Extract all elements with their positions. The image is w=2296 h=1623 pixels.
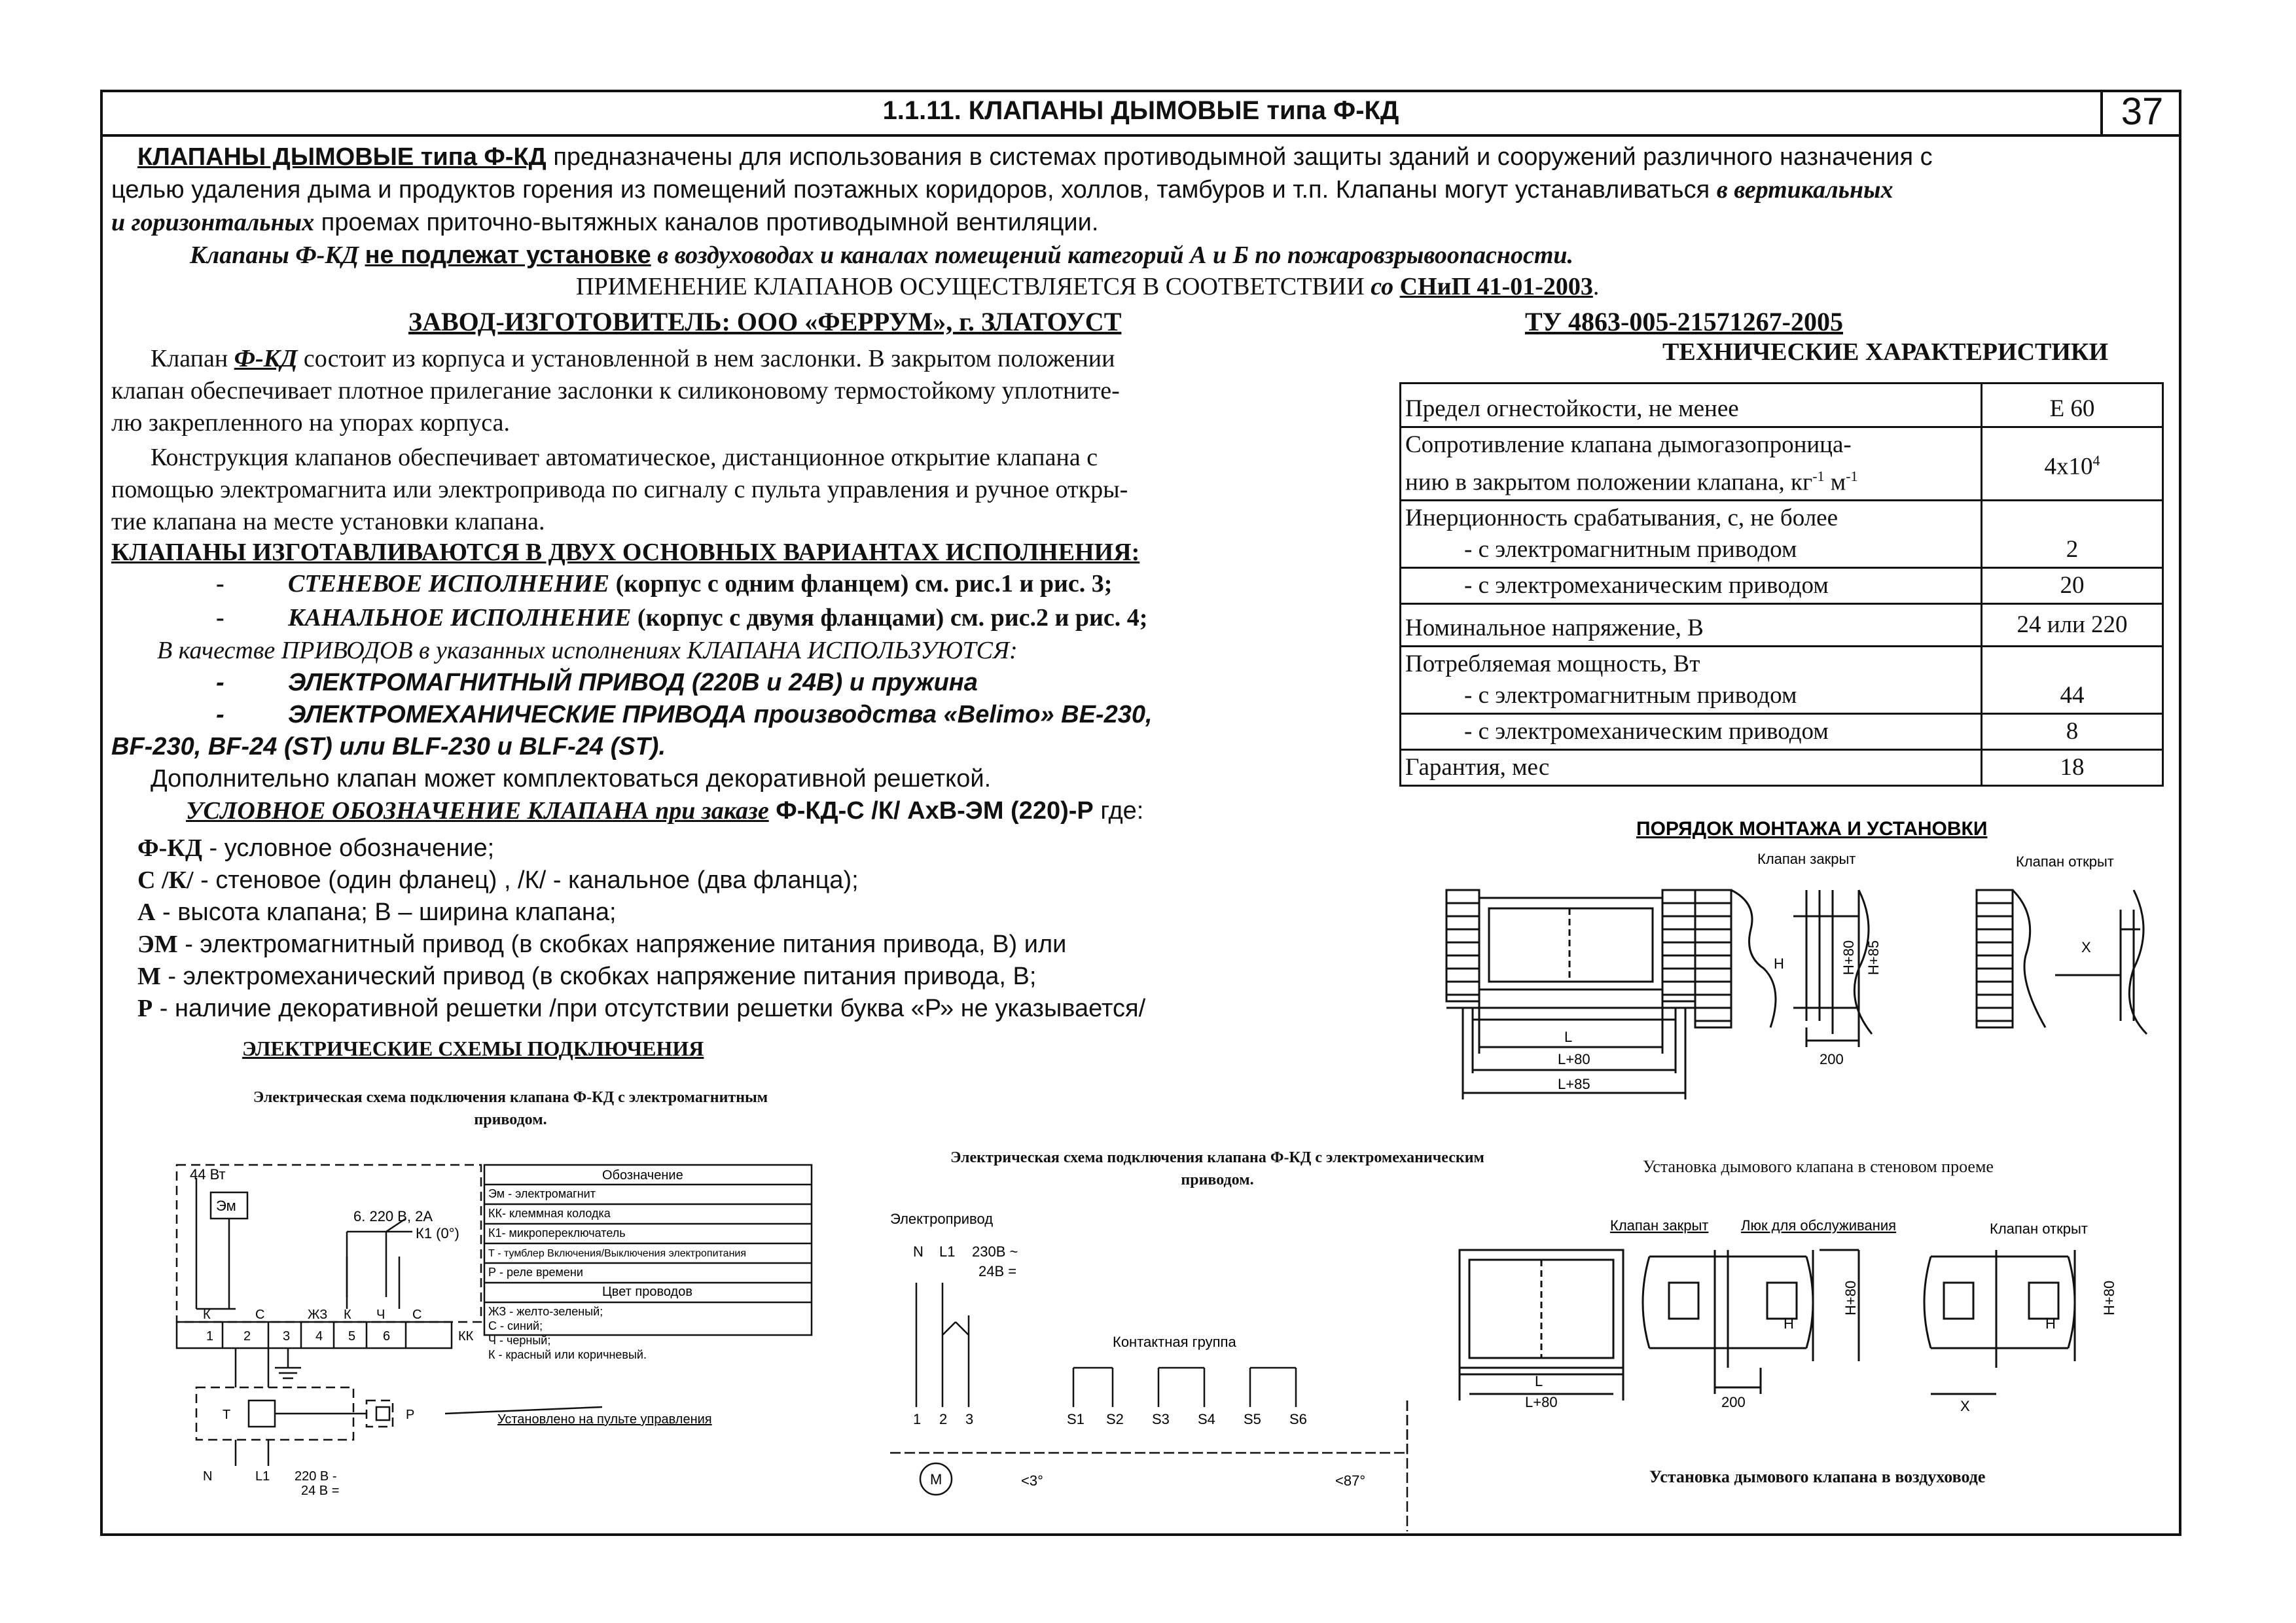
svg-text:44 Вт: 44 Вт xyxy=(190,1166,226,1183)
table-row: Гарантия, мес 18 xyxy=(1401,750,2163,786)
svg-text:Клапан открыт: Клапан открыт xyxy=(2016,853,2114,870)
svg-text:К - красный или коричневый.: К - красный или коричневый. xyxy=(488,1348,647,1361)
svg-text:L: L xyxy=(1535,1373,1543,1389)
svg-text:Цвет проводов: Цвет проводов xyxy=(602,1285,692,1299)
svg-text:N: N xyxy=(203,1469,213,1484)
svg-text:L+80: L+80 xyxy=(1558,1051,1590,1067)
mech-scheme-diagram xyxy=(884,1204,1420,1531)
svg-text:H+80: H+80 xyxy=(2101,1280,2117,1315)
svg-text:Электропривод: Электропривод xyxy=(890,1211,994,1227)
svg-text:К: К xyxy=(203,1308,211,1322)
svg-text:S3: S3 xyxy=(1152,1411,1170,1427)
svg-text:2: 2 xyxy=(939,1411,948,1427)
svg-text:4: 4 xyxy=(315,1329,323,1344)
svg-text:S5: S5 xyxy=(1244,1411,1261,1427)
table-row: Предел огнестойкости, не менее Е 60 xyxy=(1401,383,2163,427)
em-scheme-title: Электрическая схема подключения клапана Ф-КД с электромагнитным приводом. xyxy=(253,1089,768,1128)
svg-text:ЖЗ - желто-зеленый;: ЖЗ - желто-зеленый; xyxy=(488,1305,603,1318)
svg-text:24В =: 24В = xyxy=(978,1263,1017,1279)
intro-line-3: и горизонтальных проемах приточно-вытяжных каналов противодымной вентиляции. xyxy=(111,209,1099,236)
svg-text:Ч - черный;: Ч - черный; xyxy=(488,1334,551,1347)
specs-heading: ТЕХНИЧЕСКИЕ ХАРАКТЕРИСТИКИ xyxy=(1662,338,2109,366)
svg-text:6: 6 xyxy=(383,1329,391,1344)
svg-text:С: С xyxy=(255,1308,265,1322)
svg-text:Клапан закрыт: Клапан закрыт xyxy=(1610,1217,1709,1234)
table-row: Номинальное напряжение, В 24 или 220 xyxy=(1401,604,2163,647)
svg-text:H: H xyxy=(1784,1315,1794,1332)
svg-text:Т - тумблер Включения/Выключен: Т - тумблер Включения/Выключения электропитания xyxy=(488,1248,747,1259)
svg-text:L: L xyxy=(1564,1029,1573,1045)
legend-item: ЭМ - электромагнитный привод (в скобках напряжение питания привода, В) или xyxy=(137,931,1067,958)
svg-text:Р: Р xyxy=(406,1408,415,1422)
svg-text:H+85: H+85 xyxy=(1865,940,1882,975)
svg-text:S1: S1 xyxy=(1067,1411,1085,1427)
table-row: Инерционность срабатывания, с, не более - с электромагнитным приводом 2 xyxy=(1401,501,2163,568)
page-number: 37 xyxy=(2100,90,2181,134)
svg-text:H+80: H+80 xyxy=(1842,1280,1859,1315)
legend-item: А - высота клапана; В – ширина клапана; xyxy=(137,899,617,926)
intro-lead: КЛАПАНЫ ДЫМОВЫЕ типа Ф-КД xyxy=(137,143,547,171)
table-row: - с электромеханическим приводом 8 xyxy=(1401,714,2163,750)
svg-text:L1: L1 xyxy=(255,1469,270,1484)
svg-text:Эм: Эм xyxy=(216,1198,236,1214)
svg-text:S6: S6 xyxy=(1289,1411,1307,1427)
svg-text:Люк для обслуживания: Люк для обслуживания xyxy=(1741,1217,1897,1234)
svg-text:H: H xyxy=(1774,955,1784,972)
intro-line-1: КЛАПАНЫ ДЫМОВЫЕ типа Ф-КД предназначены для использования в системах противодымной защиты зданий и сооружений различного назначения с xyxy=(137,143,1933,171)
order-code: Ф-КД-С /К/ АхВ-ЭМ (220)-Р xyxy=(768,797,1094,825)
mech-scheme-title: Электрическая схема подключения клапана Ф-КД с электромеханическим приводом. xyxy=(950,1149,1484,1188)
svg-text:2: 2 xyxy=(243,1329,251,1344)
svg-text:Обозначение: Обозначение xyxy=(602,1168,683,1183)
table-row: Потребляемая мощность, Вт - с электромагнитным приводом 44 xyxy=(1401,647,2163,714)
svg-text:ЖЗ: ЖЗ xyxy=(308,1308,328,1322)
svg-text:Т: Т xyxy=(223,1408,231,1422)
svg-text:С - синий;: С - синий; xyxy=(488,1319,543,1332)
svg-text:X: X xyxy=(2081,939,2091,955)
svg-text:Клапан закрыт: Клапан закрыт xyxy=(1757,851,1856,867)
svg-text:S4: S4 xyxy=(1198,1411,1215,1427)
svg-text:К: К xyxy=(344,1308,351,1322)
svg-text:200: 200 xyxy=(1820,1051,1844,1067)
manufacturer: ЗАВОД-ИЗГОТОВИТЕЛЬ: ООО «ФЕРРУМ», г. ЗЛАТОУСТ xyxy=(408,307,1122,336)
svg-text:КК: КК xyxy=(458,1329,474,1344)
table-row: Сопротивление клапана дымогазопроница- нию в закрытом положении клапана, $кг^{-1}$ $м^{-1}$ $4х10^4$ xyxy=(1401,427,2163,501)
designation-legend xyxy=(137,832,1381,1025)
variants-heading: КЛАПАНЫ ИЗГОТАВЛИВАЮТСЯ В ДВУХ ОСНОВНЫХ ВАРИАНТАХ ИСПОЛНЕНИЯ: xyxy=(111,539,1140,566)
svg-text:6. 220 В, 2А: 6. 220 В, 2А xyxy=(353,1208,433,1224)
installation-heading: ПОРЯДОК МОНТАЖА И УСТАНОВКИ xyxy=(1636,818,1988,840)
svg-text:5: 5 xyxy=(348,1329,356,1344)
svg-text:С: С xyxy=(412,1308,422,1322)
installation-duct-drawing xyxy=(1453,1211,2173,1466)
norm-line: ПРИМЕНЕНИЕ КЛАПАНОВ ОСУЩЕСТВЛЯЕТСЯ В СООТВЕТСТВИИ со СНиП 41-01-2003. xyxy=(576,273,1600,300)
svg-text:N: N xyxy=(913,1243,924,1260)
svg-text:X: X xyxy=(1960,1398,1970,1414)
wall-section-open xyxy=(1977,890,2147,1034)
specs-table xyxy=(1399,382,2164,787)
warning-line: Клапаны Ф-КД не подлежат установке в воздуховодах и каналах помещений категорий А и Б по пожаровзрывоопасности. xyxy=(190,241,1574,269)
svg-text:Эм - электромагнит: Эм - электромагнит xyxy=(488,1187,596,1200)
tu-number: ТУ 4863-005-21571267-2005 xyxy=(1525,307,1843,336)
svg-text:H: H xyxy=(2045,1315,2056,1332)
table-row: - с электромеханическим приводом 20 xyxy=(1401,568,2163,604)
svg-text:L+80: L+80 xyxy=(1525,1394,1558,1410)
legend-item: М - электромеханический привод (в скобках напряжение питания привода, В; xyxy=(137,963,1037,990)
duct-install-caption: Установка дымового клапана в воздуховоде xyxy=(1649,1467,1986,1486)
legend-item: Ф-КД - условное обозначение; xyxy=(137,834,495,862)
svg-text:1: 1 xyxy=(206,1329,214,1344)
svg-text:Р - реле времени: Р - реле времени xyxy=(488,1266,583,1279)
svg-text:<87°: <87° xyxy=(1335,1472,1366,1489)
svg-text:230В ~: 230В ~ xyxy=(972,1243,1018,1260)
svg-text:S2: S2 xyxy=(1106,1411,1124,1427)
svg-text:M: M xyxy=(930,1471,942,1488)
wall-install-caption: Установка дымового клапана в стеновом проеме xyxy=(1643,1157,1994,1176)
description: Клапан Ф-КД состоит из корпуса и установленной в нем заслонки. В закрытом положении клапан обеспечивает плотное прилегание заслонки к силиконовому термостойкому уплотните- лю закрепленного на упорах корпуса. Конструкция клапанов обеспечивает автоматическое, дистанционное открытие клапана с помощью электромагнита или электропривода по сигналу с пульта управления и ручное откры- тие клапана на месте установки клапана. КЛАПАНЫ ИЗГОТАВЛИВАЮТСЯ В ДВУХ ОСНОВНЫХ ВАРИАНТАХ ИСПОЛНЕНИЯ: - СТЕНЕВОЕ ИСПОЛНЕНИЕ (корпус с одним фланцем) см. рис.1 и рис. 3; - КАНАЛЬНОЕ ИСПОЛНЕНИЕ (корпус с двумя фланцами) см. рис.2 и рис. 4; В качестве ПРИВОДОВ в указанных исполнениях КЛАПАНА ИСПОЛЬЗУЮТСЯ: - ЭЛЕКТРОМАГНИТНЫЙ ПРИВОД (220В и 24В) и пружина - ЭЛЕКТРОМЕХАНИЧЕСКИЕ ПРИВОДА производства «Belimo» BE-230, BF-230, BF-24 (ST) или BLF-230 и BLF-24 (ST). Дополнительно клапан может комплектоваться декоративной решеткой. УСЛОВНОЕ ОБОЗНАЧЕНИЕ КЛАПАНА при заказе Ф-КД-С /К/ АхВ-ЭМ (220)-Р где: xyxy=(111,343,1394,827)
svg-text:3: 3 xyxy=(965,1411,974,1427)
svg-text:H+80: H+80 xyxy=(1840,940,1857,975)
drives-heading: В качестве ПРИВОДОВ в указанных исполнениях КЛАПАНА ИСПОЛЬЗУЮТСЯ: xyxy=(157,637,1018,664)
svg-text:L1: L1 xyxy=(939,1243,956,1260)
svg-text:<3°: <3° xyxy=(1021,1472,1043,1489)
title-bar xyxy=(100,90,2181,137)
svg-text:К1 (0°): К1 (0°) xyxy=(416,1225,459,1241)
legend-item: С /К/ - стеновое (один фланец) , /К/ - канальное (два фланца); xyxy=(137,866,859,894)
svg-text:220 В -: 220 В - xyxy=(295,1469,337,1484)
svg-text:1: 1 xyxy=(913,1411,922,1427)
svg-text:Клапан открыт: Клапан открыт xyxy=(1990,1221,2088,1237)
svg-text:Установлено на пульте управлен: Установлено на пульте управления xyxy=(497,1412,712,1427)
svg-text:К1- микропереключатель: К1- микропереключатель xyxy=(488,1226,626,1240)
svg-text:200: 200 xyxy=(1721,1394,1746,1410)
installation-wall-drawing xyxy=(1401,812,2186,1139)
page-title: 1.1.11. КЛАПАНЫ ДЫМОВЫЕ типа Ф-КД xyxy=(882,96,1399,125)
svg-text:24 В =: 24 В = xyxy=(301,1484,340,1498)
wall-front-view xyxy=(1446,890,1695,1099)
svg-text:L+85: L+85 xyxy=(1558,1076,1590,1092)
svg-text:КК- клеммная колодка: КК- клеммная колодка xyxy=(488,1207,611,1220)
svg-text:Контактная группа: Контактная группа xyxy=(1113,1334,1236,1350)
svg-text:3: 3 xyxy=(283,1329,291,1344)
schemes-heading: ЭЛЕКТРИЧЕСКИЕ СХЕМЫ ПОДКЛЮЧЕНИЯ xyxy=(242,1037,704,1060)
em-scheme-diagram xyxy=(170,1158,831,1499)
svg-text:Ч: Ч xyxy=(376,1308,386,1322)
legend-item: Р - наличие декоративной решетки /при отсутствии решетки буква «Р» не указывается/ xyxy=(137,995,1146,1022)
order-heading: УСЛОВНОЕ ОБОЗНАЧЕНИЕ КЛАПАНА при заказе xyxy=(186,797,769,825)
intro-line-2: целью удаления дыма и продуктов горения из помещений поэтажных коридоров, холлов, тамбуров и т.п. Клапаны могут устанавливаться в вертикальных xyxy=(111,176,1893,204)
